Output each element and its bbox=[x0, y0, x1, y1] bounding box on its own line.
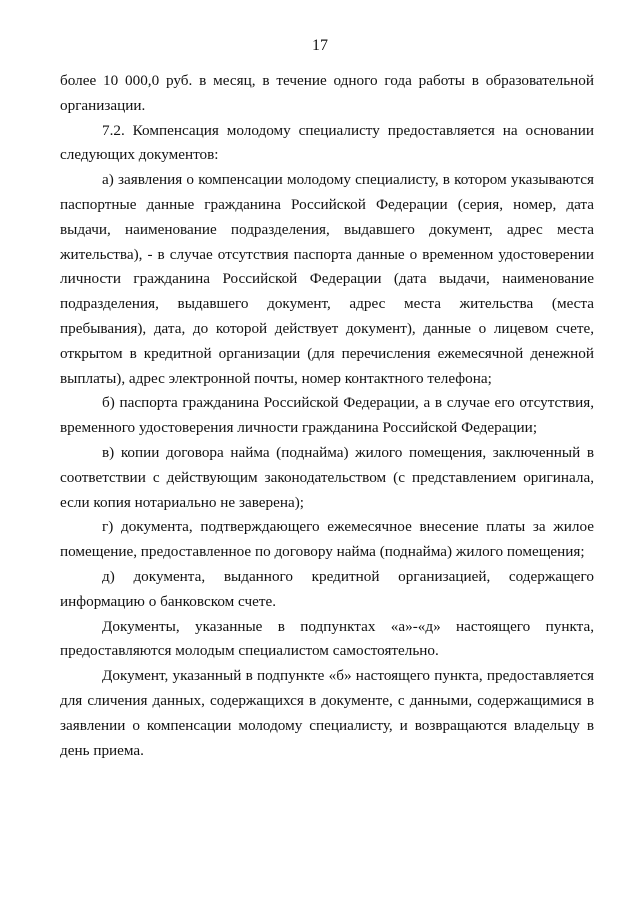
paragraph-item-b: б) паспорта гражданина Российской Федерации, а в случае его отсутствия, временного удостоверения личности гражданина Российской Федерации; bbox=[60, 394, 594, 437]
document-body bbox=[60, 69, 594, 763]
paragraph-continuation: более 10 000,0 руб. в месяц, в течение одного года работы в образовательной организации. bbox=[60, 72, 594, 114]
paragraph-item-d: д) документа, выданного кредитной организацией, содержащего информацию о банковском счете. bbox=[60, 567, 594, 610]
paragraph-documents-note: Документы, указанные в подпунктах «а»-«д» настоящего пункта, предоставляются молодым специалистом самостоятельно. bbox=[60, 617, 594, 660]
paragraph-document-return: Документ, указанный в подпункте «б» настоящего пункта, предоставляется для сличения данных, содержащихся в документе, с данными, содержащимися в заявлении о компенсации молодому специалисту, и возвращаются владельцу в день приема. bbox=[60, 667, 594, 759]
paragraph-7-2: 7.2. Компенсация молодому специалисту предоставляется на основании следующих документов: bbox=[60, 121, 594, 164]
paragraph-item-a: а) заявления о компенсации молодому специалисту, в котором указываются паспортные данные гражданина Российской Федерации (серия, номер, дата выдачи, наименование подразделения, выдавшего документ, адрес места жительства), - в случае отсутствия паспорта данные о временном удостоверении личности гражданина Российской Федерации (дата выдачи, наименование подразделения, выдавшего документ, адрес места жительства (места пребывания), дата, до которой действует документ), данные о лицевом счете, открытом в кредитной организации (для перечисления ежемесячной денежной выплаты), адрес электронной почты, номер контактного телефона; bbox=[60, 171, 594, 387]
paragraph-item-g: г) документа, подтверждающего ежемесячное внесение платы за жилое помещение, предоставленное по договору найма (поднайма) жилого помещения; bbox=[60, 518, 594, 561]
paragraph-item-v: в) копии договора найма (поднайма) жилого помещения, заключенный в соответствии с действующим законодательством (с представлением оригинала, если копия нотариально не заверена); bbox=[60, 443, 594, 511]
page-number: 17 bbox=[312, 37, 328, 54]
